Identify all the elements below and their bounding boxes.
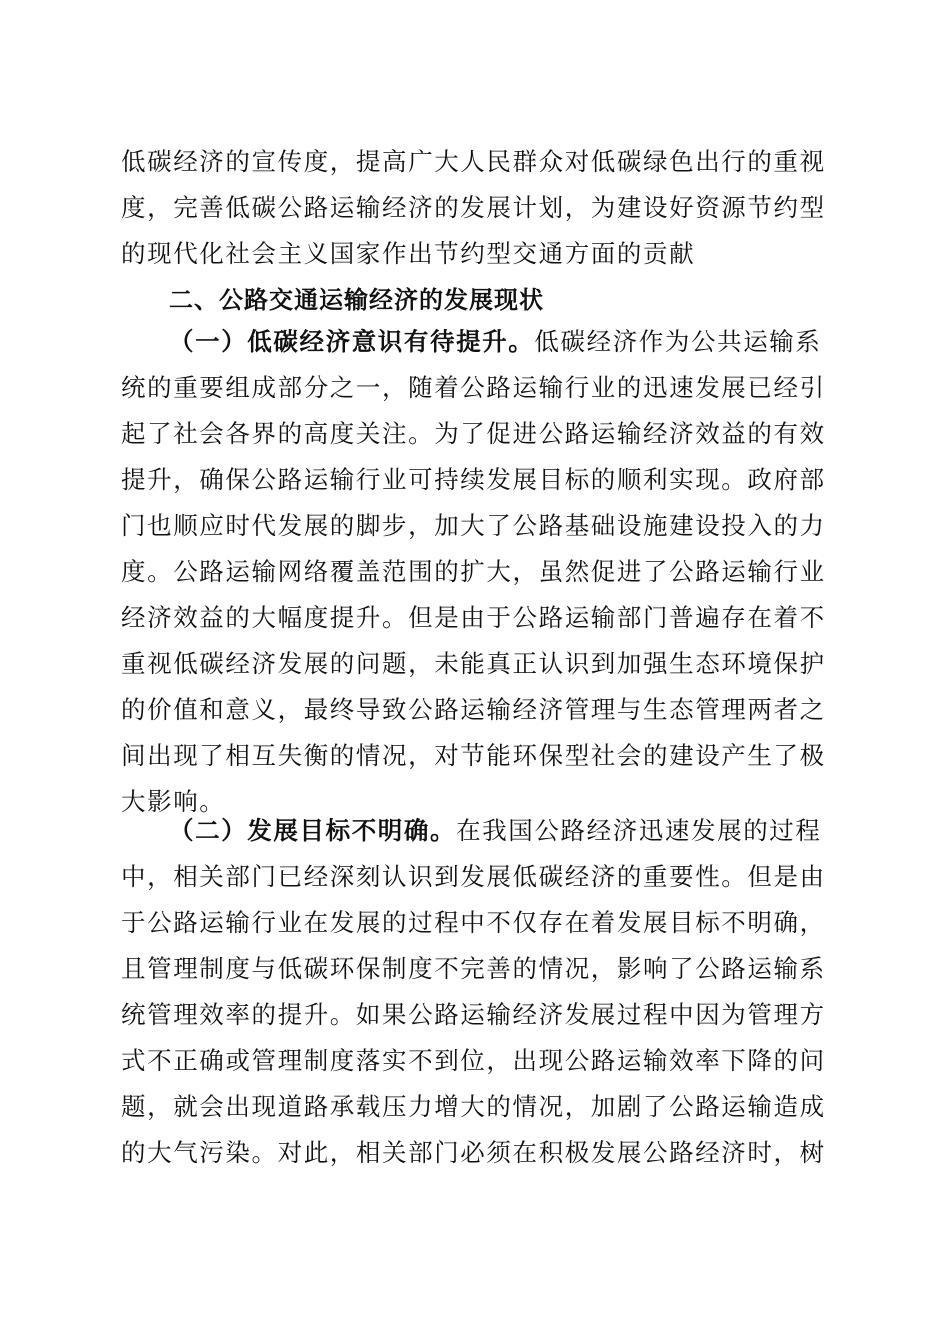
- paragraph-line: 的现代化社会主义国家作出节约型交通方面的贡献: [121, 239, 696, 268]
- paragraph-line: 于公路运输行业在发展的过程中不仅存在着发展目标不明确，: [121, 908, 826, 937]
- subsection-2-first-line-text: 在我国公路经济迅速发展的过程: [456, 816, 822, 845]
- paragraph-line: 门也顺应时代发展的脚步，加大了公路基础设施建设投入的力: [121, 511, 826, 540]
- paragraph-line: 低碳经济的宣传度，提高广大人民群众对低碳绿色出行的重视: [121, 147, 826, 176]
- paragraph-line: 度。公路运输网络覆盖范围的扩大，虽然促进了公路运输行业: [121, 557, 826, 586]
- section-heading: 二、公路交通运输经济的发展现状: [169, 286, 544, 314]
- paragraph-line: 间出现了相互失衡的情况，对节能环保型社会的建设产生了极: [121, 741, 826, 770]
- paragraph-line: 重视低碳经济发展的问题，未能真正认识到加强生态环境保护: [121, 649, 826, 678]
- paragraph-line: 统的重要组成部分之一，随着公路运输行业的迅速发展已经引: [121, 373, 826, 402]
- paragraph-line: 提升，确保公路运输行业可持续发展目标的顺利实现。政府部: [121, 465, 826, 494]
- paragraph-first-line: [169, 322, 822, 362]
- paragraph-line: 中，相关部门已经深刻认识到发展低碳经济的重要性。但是由: [121, 862, 826, 891]
- subsection-2-title: （二）发展目标不明确。: [169, 816, 457, 845]
- paragraph-line: 题，就会出现道路承载压力增大的情况，加剧了公路运输造成: [121, 1092, 826, 1121]
- paragraph-line: 的价值和意义，最终导致公路运输经济管理与生态管理两者之: [121, 695, 826, 724]
- paragraph-line: 经济效益的大幅度提升。但是由于公路运输部门普遍存在着不: [121, 603, 826, 632]
- paragraph-first-line: [169, 811, 822, 851]
- paragraph-line: 的大气污染。对此，相关部门必须在积极发展公路经济时，树: [121, 1138, 826, 1167]
- paragraph-line: 且管理制度与低碳环保制度不完善的情况，影响了公路运输系: [121, 954, 826, 983]
- paragraph-line: 统管理效率的提升。如果公路运输经济发展过程中因为管理方: [121, 1000, 826, 1029]
- paragraph-line: 起了社会各界的高度关注。为了促进公路运输经济效益的有效: [121, 419, 826, 448]
- subsection-1-first-line-text: 低碳经济作为公共运输系: [534, 327, 822, 356]
- paragraph-line: 式不正确或管理制度落实不到位，出现公路运输效率下降的问: [121, 1046, 826, 1075]
- paragraph-line: 度，完善低碳公路运输经济的发展计划，为建设好资源节约型: [121, 193, 826, 222]
- paragraph-line: 大影响。: [121, 787, 226, 816]
- subsection-1-title: （一）低碳经济意识有待提升。: [169, 327, 535, 356]
